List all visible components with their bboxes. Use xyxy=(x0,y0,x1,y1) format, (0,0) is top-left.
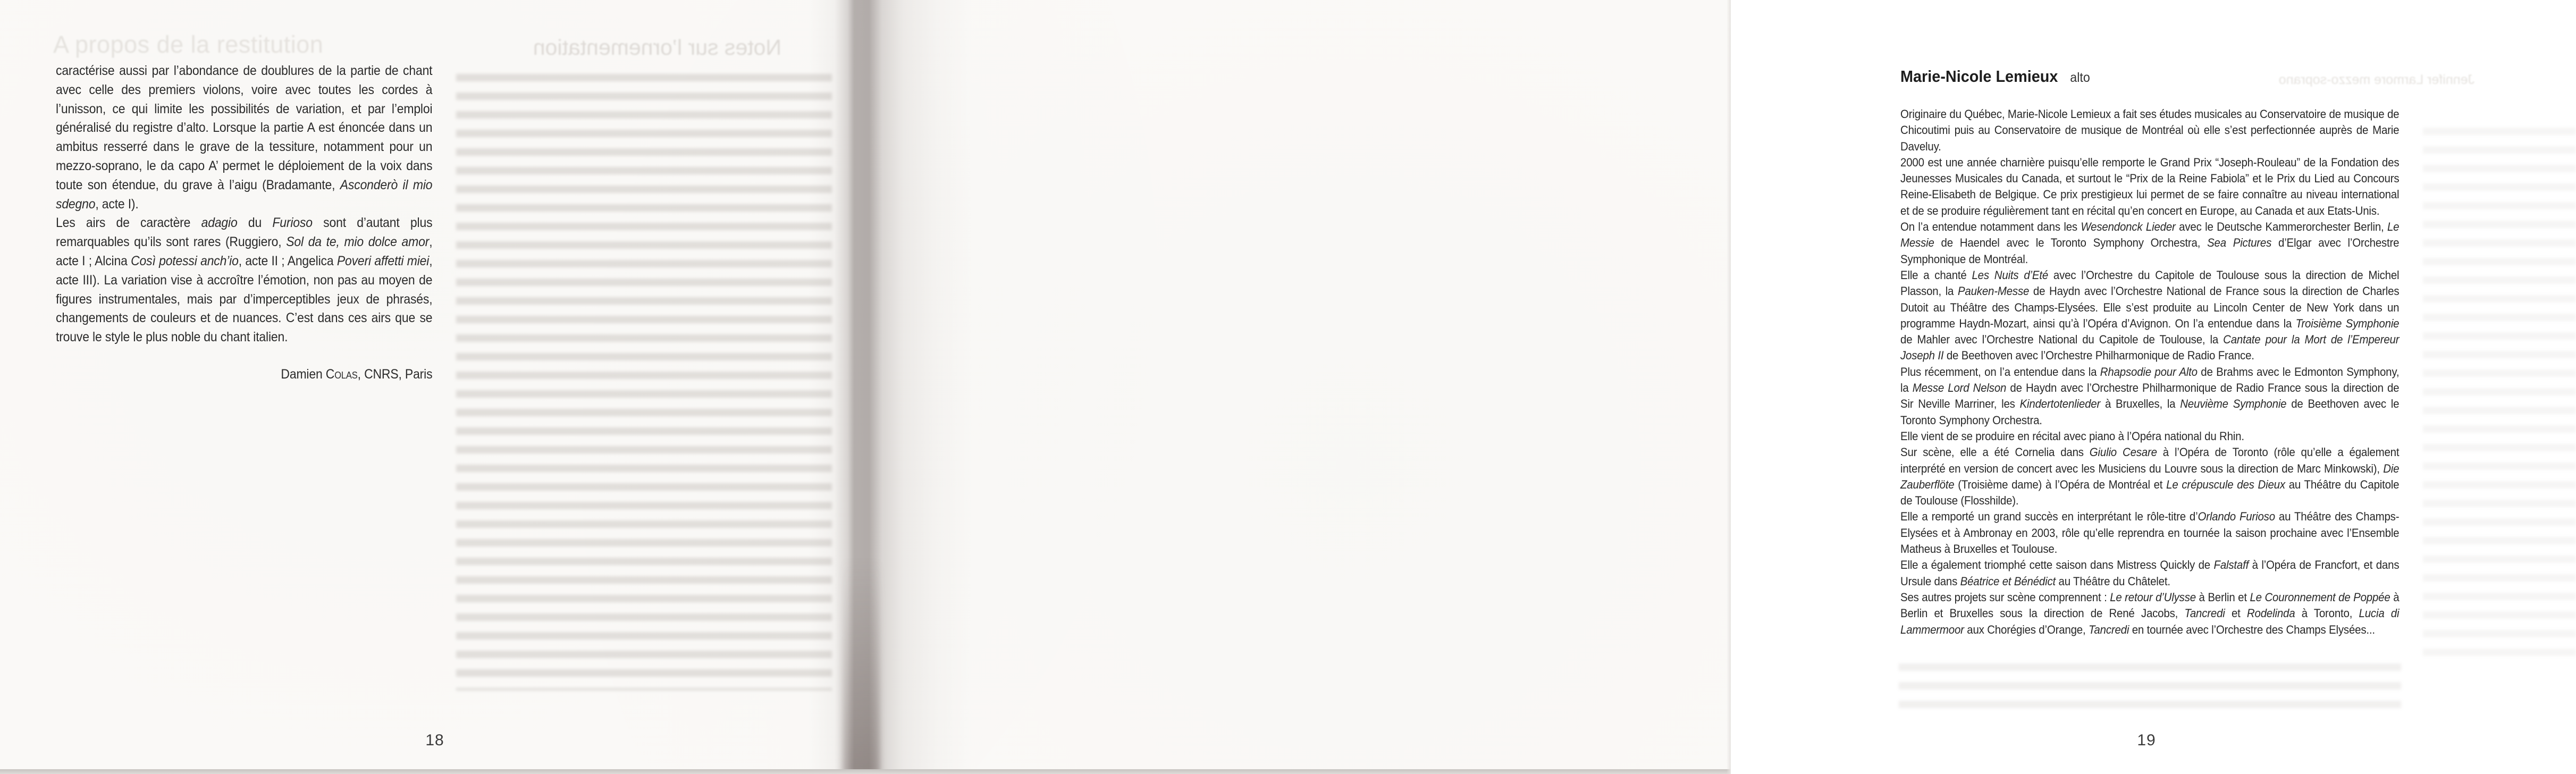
showthrough-margin-lines xyxy=(2423,128,2576,664)
italic-title-text: Così potessi anch’io xyxy=(131,253,239,268)
italic-title-text: Die Zauberflöte xyxy=(1900,461,2400,491)
plain-text: Elle vient de se produire en récital avec piano à l’Opéra national du Rhin. xyxy=(1900,429,2244,443)
italic-title-text: Lucia di Lammermoor xyxy=(1900,607,2400,636)
paragraph xyxy=(56,62,432,214)
right-text-column xyxy=(1900,67,2399,638)
showthrough-section-title: A propos de la restitution xyxy=(53,31,324,58)
italic-title-text: Wesendonck Lieder xyxy=(2081,220,2176,234)
artist-name: Marie-Nicole Lemieux xyxy=(1900,67,2058,86)
plain-text: de Haendel avec le Toronto Symphony Orchestra, xyxy=(1934,236,2208,250)
plain-text: caractérise aussi par l’abondance de doublures de la partie de chant avec celle des premiers violons, voire avec toutes les cordes à l’unisson, ce qui limite les possibilités de variation, et par l’emploi généralisé du registre d’alto. Lorsque la partie A est énoncée dans un ambitus resserré dans le grave de la tessiture, notamment pour un mezzo-soprano, le da capo A’ permet le déploiement de la voix dans toute son étendue, du grave à l’aigu (Bradamante, xyxy=(56,63,433,192)
plain-text: (Troisième dame) à l’Opéra de Montréal et xyxy=(1954,477,2167,491)
plain-text: à Berlin et xyxy=(2195,590,2250,604)
italic-title-text: Giulio Cesare xyxy=(2089,445,2157,459)
plain-text: au Théâtre du Châtelet. xyxy=(2056,574,2170,588)
paragraph xyxy=(1900,364,2399,428)
plain-text: , acte III). La variation vise à accroître l’émotion, non pas au moyen de figures instrumentales, mais par d’imperceptibles jeux de phrasés, changements de couleurs et de nuances. C’est dans ces airs que se trouve le style le plus noble du chant italien. xyxy=(56,253,433,345)
author-signature xyxy=(56,365,432,384)
showthrough-bio-header: Jennifer Larmore mezzo-soprano xyxy=(2278,72,2474,87)
plain-text: de Haydn avec l’Orchestre National de France sous la direction de Charles Dutoit au Théâtre des Champs-Elysées. Elle s’est produite au Lincoln Center de New York dans un programme Haydn-Mozart, ainsi qu’à l’Opéra d’Avignon. On l’a entendue dans la xyxy=(1900,284,2400,330)
italic-title-text: Neuvième Symphonie xyxy=(2180,397,2287,411)
showthrough-text-lines xyxy=(456,74,832,691)
italic-title-text: Tancredi xyxy=(2184,607,2225,620)
italic-title-text: Cantate pour la Mort de l’Empereur Joseph II xyxy=(1900,333,2400,363)
italic-title-text: Troisième Symphonie xyxy=(2295,316,2400,330)
paragraph xyxy=(1900,106,2399,155)
smallcaps-text: Colas xyxy=(325,366,358,382)
italic-title-text: Sol da te, mio dolce amor xyxy=(286,234,430,250)
plain-text: Ses autres projets sur scène comprennent : xyxy=(1900,590,2110,604)
paragraph xyxy=(1900,428,2399,444)
italic-title-text: Asconderò il mio sdegno xyxy=(56,177,433,212)
plain-text: avec l’Orchestre du Capitole de Toulouse sous la direction de Michel Plasson, la xyxy=(1900,268,2400,298)
page-number-left: 18 xyxy=(425,731,444,749)
plain-text: aux Chorégies d’Orange, xyxy=(1964,622,2089,636)
plain-text: On l’a entendue notamment dans les xyxy=(1900,220,2081,234)
plain-text: et xyxy=(2225,607,2247,620)
plain-text: , acte I ; Alcina xyxy=(56,234,433,268)
plain-text: Les airs de caractère xyxy=(56,215,201,231)
italic-title-text: adagio xyxy=(201,215,238,231)
scan-right-edge xyxy=(1727,0,1731,774)
paragraph xyxy=(56,214,432,347)
plain-text: à Berlin et Bruxelles sous la direction de René Jacobs, xyxy=(1900,590,2400,620)
italic-title-text: Furioso xyxy=(272,215,313,231)
bio-header xyxy=(1900,67,2399,87)
plain-text: 2000 est une année charnière puisqu’elle remporte le Grand Prix “Joseph-Rouleau” de la Fondation des Jeunesses Musicales du Canada, et surtout le “Prix de la Reine Fabiola” et le Prix du Lied au Concours Reine-Elisabeth de Belgique. Ce prix prestigieux lui permet de se faire connaître au niveau international et de se produire régulièrement tant en récital qu’en concert en Europe, au Canada et aux Etats-Unis. xyxy=(1900,155,2400,217)
plain-text: Damien xyxy=(281,366,326,382)
page-left xyxy=(0,0,861,774)
paragraph xyxy=(1900,267,2399,364)
italic-title-text: Le retour d’Ulysse xyxy=(2110,590,2196,604)
showthrough-bottom-lines xyxy=(1899,663,2401,714)
plain-text: Sur scène, elle a été Cornelia dans xyxy=(1900,445,2090,459)
italic-title-text: Béatrice et Bénédict xyxy=(1960,574,2056,588)
paragraph xyxy=(1900,509,2399,557)
plain-text: à l’Opéra de Francfort, et dans Ursule dans xyxy=(1900,558,2400,588)
plain-text: à Toronto, xyxy=(2295,607,2359,620)
left-text-column xyxy=(56,62,432,384)
showthrough-column-title: Notes sur l’ornementation xyxy=(533,35,781,60)
plain-text: de Beethoven avec l’Orchestre Philharmonique de Radio France. xyxy=(1943,349,2254,363)
scan-bottom-edge xyxy=(0,769,1731,774)
plain-text: au Théâtre du Capitole de Toulouse (Flosshilde). xyxy=(1900,477,2400,508)
italic-title-text: Poveri affetti miei xyxy=(336,253,430,268)
italic-title-text: Tancredi xyxy=(2088,622,2129,636)
paragraph xyxy=(1900,155,2399,219)
plain-text: Plus récemment, on l’a entendue dans la xyxy=(1900,365,2100,378)
plain-text: Elle a chanté xyxy=(1900,268,1972,282)
plain-text: à l’Opéra de Toronto (rôle qu’elle a également interprété en version de concert avec les Musiciens du Louvre sous la direction de Marc Minkowski), xyxy=(1900,445,2400,475)
plain-text: sont d’autant plus remarquables qu’ils sont rares (Ruggiero, xyxy=(56,215,433,250)
plain-text: , acte I). xyxy=(95,196,139,212)
page-right xyxy=(861,0,2474,774)
italic-title-text: Rodelinda xyxy=(2246,607,2295,620)
italic-title-text: Le crépuscule des Dieux xyxy=(2166,477,2285,491)
plain-text: avec le Deutsche Kammerorchester Berlin, xyxy=(2175,220,2387,234)
paragraph xyxy=(1900,557,2399,590)
italic-title-text: Messe Lord Nelson xyxy=(1912,381,2007,395)
essay-paragraphs xyxy=(56,62,432,347)
plain-text: Originaire du Québec, Marie-Nicole Lemieux a fait ses études musicales au Conservatoire de musique de Chicoutimi puis au Conservatoire de musique de Montréal où elle s’est perfectionnée auprès de Marie Daveluy. xyxy=(1900,107,2400,153)
voice-type-label: alto xyxy=(2070,70,2090,85)
plain-text: d’Elgar avec l’Orchestre Symphonique de Montréal. xyxy=(1900,236,2400,266)
plain-text: , acte II ; Angelica xyxy=(238,253,337,268)
showthrough-column xyxy=(456,35,832,713)
plain-text: Elle a également triomphé cette saison dans Mistress Quickly de xyxy=(1900,558,2214,572)
italic-title-text: Pauken-Messe xyxy=(1957,284,2030,298)
italic-title-text: Les Nuits d’Eté xyxy=(1972,268,2049,282)
italic-title-text: Kindertotenlieder xyxy=(2019,397,2101,411)
plain-text: Elle a remporté un grand succès en interprétant le rôle-titre d’ xyxy=(1900,510,2198,524)
plain-text: à Bruxelles, la xyxy=(2100,397,2181,411)
page-number-right: 19 xyxy=(2137,731,2156,749)
plain-text: de Mahler avec l’Orchestre National du Capitole de Toulouse, la xyxy=(1900,333,2224,347)
italic-title-text: Sea Pictures xyxy=(2207,236,2272,250)
paragraph xyxy=(1900,219,2399,267)
italic-title-text: Orlando Furioso xyxy=(2198,510,2275,524)
paragraph xyxy=(1900,590,2399,638)
plain-text: au Théâtre des Champs-Elysées et à Ambronay en 2003, rôle qu’elle reprendra en tournée la saison prochaine avec l’Ensemble Matheus à Bruxelles et Toulouse. xyxy=(1900,510,2400,556)
plain-text: de Beethoven avec le Toronto Symphony Orchestra. xyxy=(1900,397,2400,427)
plain-text: de Haydn avec l’Orchestre Philharmonique de Radio France sous la direction de Sir Neville Marriner, les xyxy=(1900,381,2400,411)
italic-title-text: Rhapsodie pour Alto xyxy=(2100,365,2198,378)
plain-text: , CNRS, Paris xyxy=(357,366,433,382)
paragraph xyxy=(1900,444,2399,509)
plain-text: de Brahms avec le Edmonton Symphony, la xyxy=(1900,365,2400,395)
italic-title-text: Falstaff xyxy=(2213,558,2249,572)
bio-paragraphs xyxy=(1900,106,2399,638)
plain-text: en tournée avec l’Orchestre des Champs Elysées... xyxy=(2129,622,2375,636)
italic-title-text: Le Messie xyxy=(1900,220,2400,250)
plain-text: du xyxy=(237,215,273,231)
italic-title-text: Le Couronnement de Poppée xyxy=(2250,590,2390,604)
